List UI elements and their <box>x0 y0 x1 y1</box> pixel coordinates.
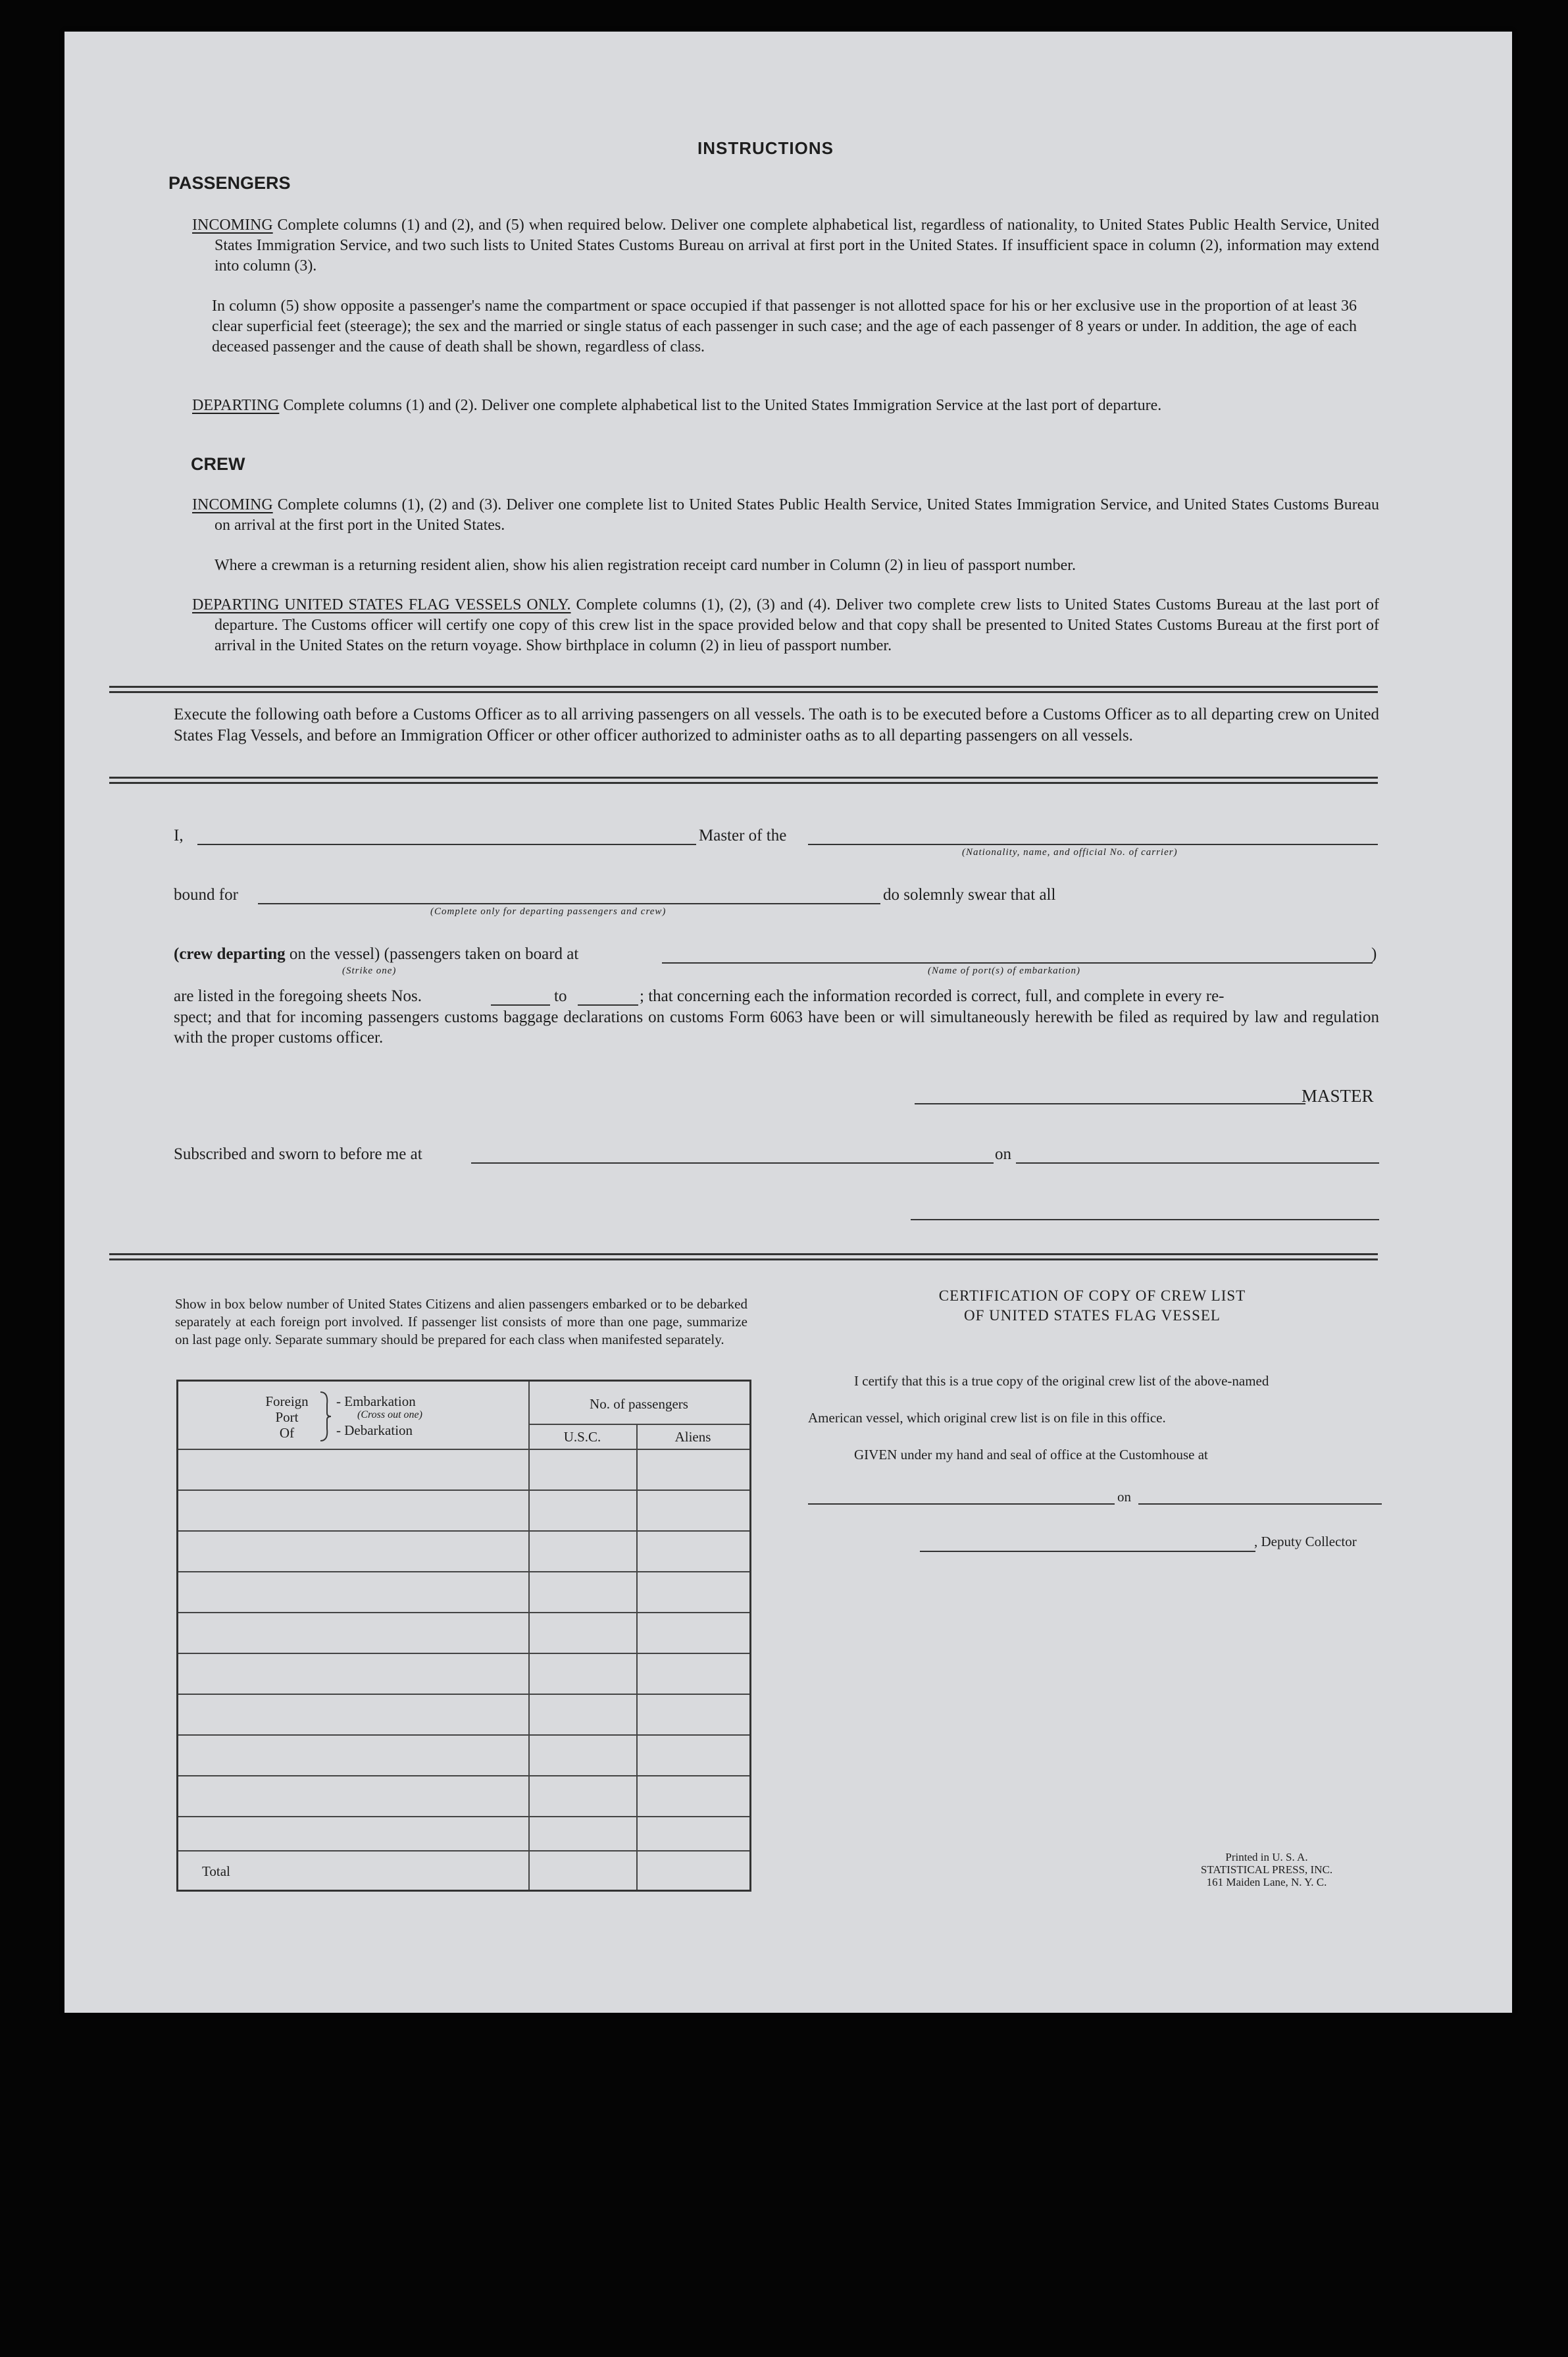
oath-instructions: Execute the following oath before a Customs Officer as to all arriving passengers on all vessels. The oath is to be executed before a Customs Officer as to all departing crew on United States Flag Vessels, and before an Immigration Officer or other officer authorized to administer oaths as to all departing passengers on all vessels. <box>174 706 1379 744</box>
passengers-incoming-paragraph <box>192 215 1379 276</box>
sworn-on-label: on <box>995 1145 1011 1163</box>
carrier-field[interactable] <box>808 844 1378 845</box>
incoming-label: INCOMING <box>192 217 273 234</box>
crew-incoming-label: INCOMING <box>192 496 273 513</box>
port-label: Port <box>275 1409 299 1425</box>
header-split-line <box>528 1424 749 1425</box>
on-vessel-label: on the vessel) (passengers taken on board at <box>285 945 579 963</box>
flag-vessels-paragraph <box>192 595 1379 656</box>
divider-1 <box>109 686 1378 693</box>
flag-vessels-text: Complete columns (1), (2), (3) and (4). Deliver two complete crew lists to United States Customs Bureau at the last port of departure. The Customs officer will certify one copy of this crew list in the space provided below and that copy shall be presented to United States Customs Bureau at the first port of arrival in the United States on the return voyage. Show birthplace in column (2) in lieu of passport number. <box>215 596 1379 654</box>
foreign-label: Foreign <box>265 1393 309 1409</box>
printer-imprint <box>1158 1851 1375 1888</box>
crew-passengers-line <box>174 945 578 964</box>
summary-table <box>176 1380 751 1892</box>
sworn-place-field[interactable] <box>471 1162 994 1164</box>
table-col-divider-2 <box>636 1424 638 1890</box>
table-row-line <box>178 1694 749 1695</box>
certification-title-line1: CERTIFICATION OF COPY OF CREW LIST <box>938 1287 1246 1304</box>
sheet-from-field[interactable] <box>491 1004 550 1006</box>
foreign-port-of <box>257 1393 316 1441</box>
certify-line1: I certify that this is a true copy of the original crew list of the above-named <box>854 1373 1269 1389</box>
certify-date-field[interactable] <box>1138 1503 1382 1505</box>
incoming-text: Complete columns (1) and (2), and (5) when required below. Deliver one complete alphabetical list, regardless of nationality, to United States Public Health Service, United States Immigration Service, and two such lists to United States Customs Bureau on arrival at first port in the United States. If insufficient space in column (2), information may extend into column (3). <box>215 217 1379 274</box>
column5-paragraph: In column (5) show opposite a passenger's name the compartment or space occupied if that passenger is not allotted space for his or her exclusive use in the proportion of at least 36 clear superficial feet (steerage); the sex and the married or single status of each passenger in such case; and the age of each passenger of 8 years or under. In addition, the age of each deceased passenger and the cause of death shall be shown, regardless of class. <box>212 298 1357 355</box>
divider-3 <box>109 1253 1378 1260</box>
embarkation-port-field[interactable] <box>662 962 1373 964</box>
passengers-heading: PASSENGERS <box>168 173 291 193</box>
table-row-line <box>178 1816 749 1817</box>
deputy-collector-label: , Deputy Collector <box>1254 1534 1357 1549</box>
crewman-paragraph: Where a crewman is a returning resident alien, show his alien registration receipt card number in Column (2) in lieu of passport number. <box>215 557 1076 574</box>
printer-line1: Printed in U. S. A. <box>1225 1851 1308 1863</box>
deputy-signature-field[interactable] <box>920 1551 1255 1552</box>
close-paren: ) <box>1371 945 1377 963</box>
departing-label: DEPARTING <box>192 397 280 414</box>
sheet-to-field[interactable] <box>578 1004 638 1006</box>
oath-i-label: I, <box>174 827 184 844</box>
divider-2 <box>109 777 1378 784</box>
summary-intro: Show in box below number of United States Citizens and alien passengers embarked or to be debarked separately at each foreign port involved. If passenger list consists of more than one page, summarize on last page only. Separate summary should be prepared for each class when manifested separately. <box>175 1296 747 1347</box>
total-label: Total <box>202 1863 230 1879</box>
header-bottom-line <box>178 1449 749 1450</box>
passengers-departing-paragraph <box>192 396 1379 416</box>
bound-for-label: bound for <box>174 886 238 904</box>
sheets-text-2: ; that concerning each the information recorded is correct, full, and complete in every re- <box>640 987 1225 1005</box>
master-label: MASTER <box>1302 1086 1374 1106</box>
table-col-divider-1 <box>528 1382 530 1890</box>
instructions-title: INSTRUCTIONS <box>697 138 834 158</box>
subscribed-label: Subscribed and sworn to before me at <box>174 1145 422 1163</box>
table-row-line <box>178 1653 749 1654</box>
sheets-text-3: spect; and that for incoming passengers customs baggage declarations on customs Form 6063 have been or will simultaneously herewith be filed as required by law and regulation with the proper customs officer. <box>174 1008 1379 1047</box>
table-row-line <box>178 1489 749 1491</box>
flag-vessels-label: DEPARTING UNITED STATES FLAG VESSELS ONLY. <box>192 596 571 613</box>
master-name-field[interactable] <box>197 844 696 845</box>
printer-line2: STATISTICAL PRESS, INC. <box>1200 1863 1333 1876</box>
usc-label: U.S.C. <box>563 1429 601 1445</box>
of-label: Of <box>279 1425 295 1441</box>
table-row-line <box>178 1612 749 1613</box>
port-caption: (Name of port(s) of embarkation) <box>928 966 1080 976</box>
complete-only-caption: (Complete only for departing passengers and crew) <box>430 906 667 917</box>
debarkation-label: - Debarkation <box>336 1422 413 1438</box>
strike-one-caption: (Strike one) <box>342 966 397 976</box>
brace-icon <box>319 1391 332 1442</box>
no-of-passengers-label: No. of passengers <box>590 1396 688 1412</box>
customhouse-field[interactable] <box>808 1503 1115 1505</box>
sheets-label: are listed in the foregoing sheets Nos. <box>174 987 422 1005</box>
aliens-label: Aliens <box>674 1429 711 1445</box>
master-of-the-label: Master of the <box>699 827 787 844</box>
sheets-to-label: to <box>554 987 567 1005</box>
certification-title-line2: OF UNITED STATES FLAG VESSEL <box>964 1307 1221 1324</box>
officer-signature-field[interactable] <box>911 1219 1379 1220</box>
table-row-line <box>178 1530 749 1532</box>
certify-line3: GIVEN under my hand and seal of office at the Customhouse at <box>854 1447 1208 1463</box>
crew-heading: CREW <box>191 454 245 474</box>
cross-out-caption: (Cross out one) <box>357 1409 422 1420</box>
table-row-line <box>178 1734 749 1736</box>
printer-line3: 161 Maiden Lane, N. Y. C. <box>1206 1876 1327 1888</box>
crew-incoming-paragraph <box>192 495 1379 536</box>
bound-for-field[interactable] <box>258 903 880 904</box>
table-row-line <box>178 1850 749 1852</box>
sworn-date-field[interactable] <box>1016 1162 1379 1164</box>
crew-departing-label: (crew departing <box>174 945 286 963</box>
certification-title <box>809 1286 1375 1326</box>
departing-text: Complete columns (1) and (2). Deliver one complete alphabetical list to the United States Immigration Service at the last port of departure. <box>279 397 1162 414</box>
master-signature-field[interactable] <box>915 1103 1305 1104</box>
crew-incoming-text: Complete columns (1), (2) and (3). Deliver one complete list to United States Public Health Service, United States Immigration Service, and United States Customs Bureau on arrival at the first port in the United States. <box>215 496 1379 534</box>
embarkation-label: - Embarkation <box>336 1393 416 1409</box>
certify-line2: American vessel, which original crew list is on file in this office. <box>808 1410 1166 1426</box>
nationality-caption: (Nationality, name, and official No. of carrier) <box>962 847 1178 858</box>
swear-label: do solemnly swear that all <box>883 886 1056 904</box>
table-row-line <box>178 1571 749 1572</box>
table-row-line <box>178 1775 749 1776</box>
certify-on-label: on <box>1117 1489 1131 1505</box>
